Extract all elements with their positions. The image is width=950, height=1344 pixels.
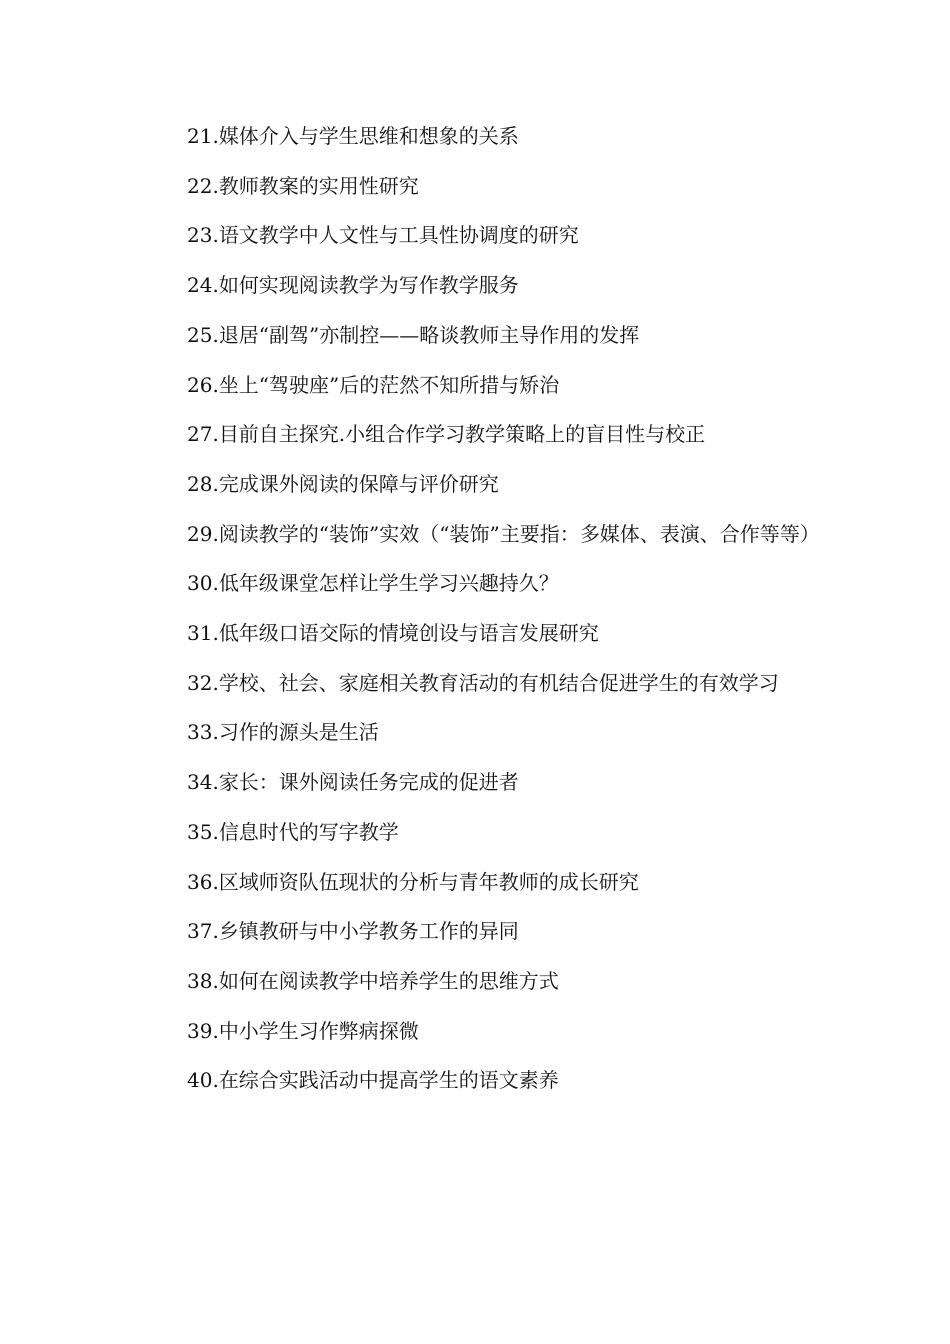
- item-text: 习作的源头是生活: [218, 720, 379, 745]
- item-number: 31.: [187, 621, 219, 646]
- item-number: 27.: [187, 422, 219, 447]
- list-item: [144, 410, 824, 460]
- item-text: 信息时代的写字教学: [218, 819, 399, 844]
- item-number: 22.: [187, 173, 219, 198]
- item-text: 在综合实践活动中提高学生的语文素养: [218, 1068, 559, 1093]
- item-number: 33.: [187, 720, 219, 745]
- item-text: 中小学生习作弊病探微: [218, 1018, 419, 1043]
- item-text: 如何在阅读教学中培养学生的思维方式: [218, 968, 559, 993]
- list-item: [144, 708, 824, 758]
- list-item: [144, 858, 824, 908]
- list-item: [144, 460, 824, 510]
- item-text: 退居“副驾”亦制控——略谈教师主导作用的发挥: [218, 322, 640, 347]
- list-item: [144, 112, 824, 162]
- item-number: 32.: [187, 670, 219, 695]
- item-text: 家长：课外阅读任务完成的促进者: [218, 770, 519, 795]
- item-number: 40.: [187, 1068, 219, 1093]
- list-item: [144, 162, 824, 212]
- list-item: [144, 659, 824, 709]
- item-text: 低年级课堂怎样让学生学习兴趣持久？: [218, 571, 559, 596]
- item-number: 21.: [187, 124, 219, 148]
- list-item: [144, 957, 824, 1007]
- list-item: [144, 1007, 824, 1057]
- item-text: 乡镇教研与中小学教务工作的异同: [218, 919, 519, 944]
- item-number: 35.: [187, 819, 219, 844]
- item-text: 媒体介入与学生思维和想象的关系: [218, 124, 519, 148]
- list-item: [144, 510, 824, 560]
- item-number: 34.: [187, 770, 219, 795]
- item-text: 低年级口语交际的情境创设与语言发展研究: [218, 621, 599, 646]
- item-text: 目前自主探究.小组合作学习教学策略上的盲目性与校正: [218, 422, 706, 447]
- list-item: [144, 261, 824, 311]
- list-item: [144, 559, 824, 609]
- list-item: [144, 211, 824, 261]
- list-item: [144, 808, 824, 858]
- item-number: 39.: [187, 1018, 219, 1043]
- item-number: 28.: [187, 471, 219, 496]
- list-item: [144, 609, 824, 659]
- item-text: 语文教学中人文性与工具性协调度的研究: [218, 223, 579, 248]
- item-number: 25.: [187, 322, 219, 347]
- list-item: [144, 758, 824, 808]
- item-text: 阅读教学的“装饰”实效（“装饰”主要指：多媒体、表演、合作等等）: [218, 521, 820, 546]
- item-number: 29.: [187, 521, 219, 546]
- item-number: 30.: [187, 571, 219, 596]
- item-number: 24.: [187, 273, 219, 298]
- item-number: 37.: [187, 919, 219, 944]
- item-text: 学校、社会、家庭相关教育活动的有机结合促进学生的有效学习: [218, 670, 779, 695]
- item-number: 36.: [187, 869, 219, 894]
- item-text: 教师教案的实用性研究: [218, 173, 419, 198]
- item-number: 26.: [187, 372, 219, 397]
- topic-list: [144, 112, 824, 1106]
- item-number: 23.: [187, 223, 219, 248]
- item-text: 如何实现阅读教学为写作教学服务: [218, 273, 519, 298]
- item-text: 区域师资队伍现状的分析与青年教师的成长研究: [218, 869, 639, 894]
- list-item: [144, 311, 824, 361]
- item-text: 坐上“驾驶座”后的茫然不知所措与矫治: [218, 372, 560, 397]
- item-text: 完成课外阅读的保障与评价研究: [218, 471, 499, 496]
- list-item: [144, 1056, 824, 1106]
- list-item: [144, 907, 824, 957]
- item-number: 38.: [187, 968, 219, 993]
- list-item: [144, 361, 824, 411]
